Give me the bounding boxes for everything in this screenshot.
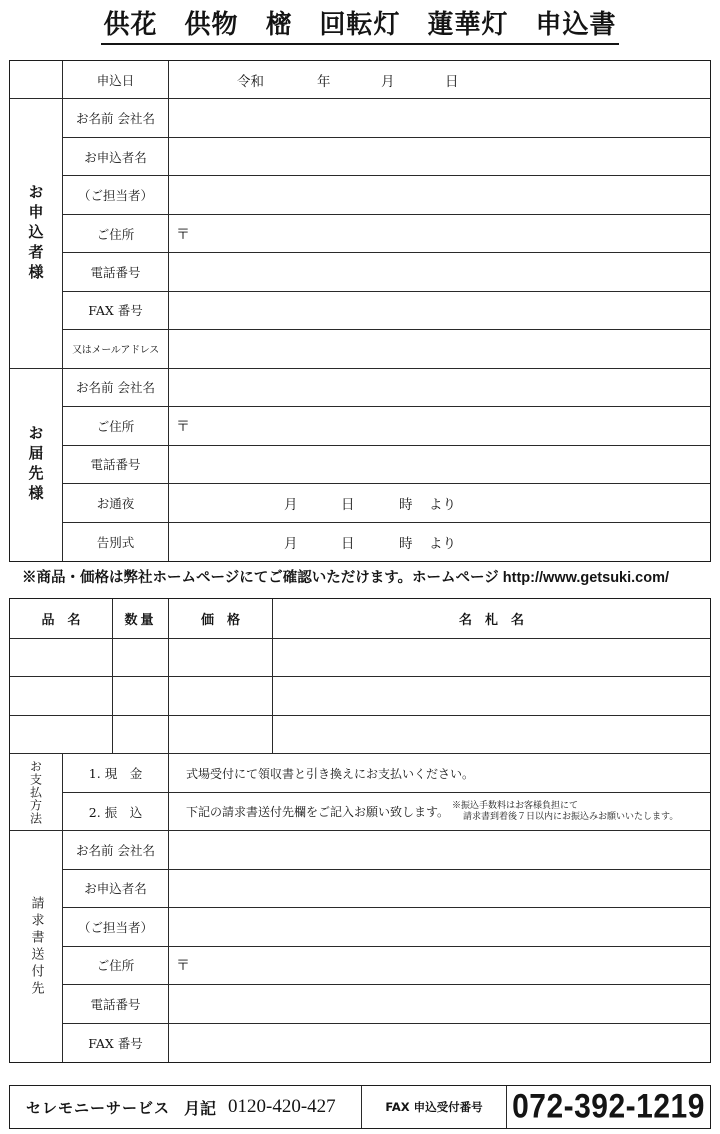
price-cell	[169, 677, 273, 715]
toll-free-number: 0120-420-427	[228, 1096, 336, 1117]
name-tag-cell	[273, 677, 710, 715]
payment-method-section-cell	[10, 754, 63, 831]
item-name-header: 品 名	[10, 599, 113, 639]
recipient-company-name-label: お名前 会社名	[63, 369, 169, 407]
recipient-address-field	[169, 407, 710, 445]
quantity-header: 数量	[113, 599, 169, 639]
item-name-cell	[10, 677, 113, 715]
name-tag-header: 名 札 名	[273, 599, 710, 639]
item-name-cell	[10, 716, 113, 754]
billing-phone-field	[169, 985, 710, 1023]
payment-option-transfer-cell	[169, 793, 710, 831]
applicant-company-name-field	[169, 99, 710, 137]
price-cell	[169, 639, 273, 677]
billing-company-name-field	[169, 831, 710, 869]
footer-contact-bar	[9, 1085, 711, 1129]
transfer-fee-note-line1: ※振込手数料はお客様負担にて	[452, 800, 579, 811]
funeral-datetime-field	[169, 523, 710, 561]
wake-from-label: より	[429, 496, 456, 513]
applicant-person-in-charge-label: （ご担当者）	[63, 176, 169, 214]
quantity-cell	[113, 639, 169, 677]
application-date-label: 申込日	[63, 61, 169, 99]
applicant-phone-label: 電話番号	[63, 253, 169, 291]
name-tag-cell	[273, 716, 710, 754]
funeral-hour-label: 時	[399, 535, 413, 552]
fax-number: 072-392-1219	[512, 1087, 705, 1126]
fax-number-cell	[507, 1086, 710, 1128]
applicant-section-label: お申込者様	[26, 183, 45, 284]
billing-fax-label: FAX 番号	[63, 1024, 169, 1062]
billing-applicant-name-field	[169, 870, 710, 908]
wake-hour-label: 時	[399, 496, 413, 513]
website-url: http://www.getsuki.com/	[502, 570, 670, 586]
form-title: 供花 供物 樒 回転灯 蓮華灯 申込書	[101, 8, 618, 45]
billing-section-label: 請求書送付先	[28, 895, 44, 998]
applicant-address-field	[169, 215, 710, 253]
applicant-fax-label: FAX 番号	[63, 292, 169, 330]
quantity-cell	[113, 716, 169, 754]
footer-company-cell	[10, 1086, 362, 1128]
fax-reception-label: FAX 申込受付番号	[362, 1086, 507, 1128]
wake-day-label: 日	[341, 496, 355, 513]
billing-address-label: ご住所	[63, 947, 169, 985]
day-label: 日	[445, 73, 459, 90]
price-cell	[169, 716, 273, 754]
funeral-label: 告別式	[63, 523, 169, 561]
applicant-phone-field	[169, 253, 710, 291]
month-label: 月	[381, 73, 395, 90]
postal-mark-icon: 〒	[176, 418, 190, 435]
year-label: 年	[317, 73, 331, 90]
era-label: 令和	[237, 73, 264, 90]
order-and-billing-table	[9, 598, 711, 1063]
wake-datetime-field	[169, 484, 710, 522]
website-note-text: ※商品・価格は弊社ホームページにてご確認いただけます。ホームページ	[22, 570, 499, 586]
quantity-cell	[113, 677, 169, 715]
funeral-month-label: 月	[284, 535, 298, 552]
brand-name: 月記	[184, 1098, 217, 1118]
billing-applicant-name-label: お申込者名	[63, 870, 169, 908]
billing-section-cell	[10, 831, 63, 1062]
billing-person-in-charge-field	[169, 908, 710, 946]
funeral-from-label: より	[429, 535, 456, 552]
item-name-cell	[10, 639, 113, 677]
application-date-field	[169, 61, 710, 99]
recipient-section-label: お届先様	[26, 424, 45, 505]
recipient-phone-field	[169, 446, 710, 484]
applicant-fax-field	[169, 292, 710, 330]
website-note	[22, 570, 669, 586]
applicant-email-field	[169, 330, 710, 368]
billing-phone-label: 電話番号	[63, 985, 169, 1023]
recipient-section-cell	[10, 369, 63, 561]
applicant-recipient-table	[9, 60, 711, 562]
name-tag-cell	[273, 639, 710, 677]
payment-option-cash-description: 式場受付にて領収書と引き換えにお支払いください。	[169, 754, 710, 792]
billing-fax-field	[169, 1024, 710, 1062]
company-name: セレモニーサービス	[26, 1098, 171, 1117]
transfer-fee-note	[452, 801, 678, 823]
applicant-person-in-charge-field	[169, 176, 710, 214]
recipient-company-name-field	[169, 369, 710, 407]
recipient-address-label: ご住所	[63, 407, 169, 445]
transfer-fee-note-line2: 請求書到着後７日以内にお振込みお願いいたします。	[463, 811, 679, 822]
recipient-phone-label: 電話番号	[63, 446, 169, 484]
funeral-day-label: 日	[341, 535, 355, 552]
wake-label: お通夜	[63, 484, 169, 522]
payment-option-transfer-label: 2. 振 込	[63, 793, 169, 831]
applicant-section-cell	[10, 99, 63, 368]
table-corner-cell	[10, 61, 63, 99]
wake-month-label: 月	[284, 496, 298, 513]
applicant-company-name-label: お名前 会社名	[63, 99, 169, 137]
applicant-email-label: 又はメールアドレス	[63, 330, 169, 368]
price-header: 価 格	[169, 599, 273, 639]
form-title-wrap	[0, 8, 720, 45]
payment-option-cash-label: 1. 現 金	[63, 754, 169, 792]
postal-mark-icon: 〒	[176, 958, 190, 975]
applicant-name-label: お申込者名	[63, 138, 169, 176]
billing-person-in-charge-label: （ご担当者）	[63, 908, 169, 946]
billing-address-field	[169, 947, 710, 985]
applicant-address-label: ご住所	[63, 215, 169, 253]
applicant-name-field	[169, 138, 710, 176]
postal-mark-icon: 〒	[176, 226, 190, 243]
payment-option-transfer-description: 下記の請求書送付先欄をご記入お願い致します。	[186, 805, 450, 820]
billing-company-name-label: お名前 会社名	[63, 831, 169, 869]
payment-method-section-label: お支払方法	[28, 759, 43, 825]
